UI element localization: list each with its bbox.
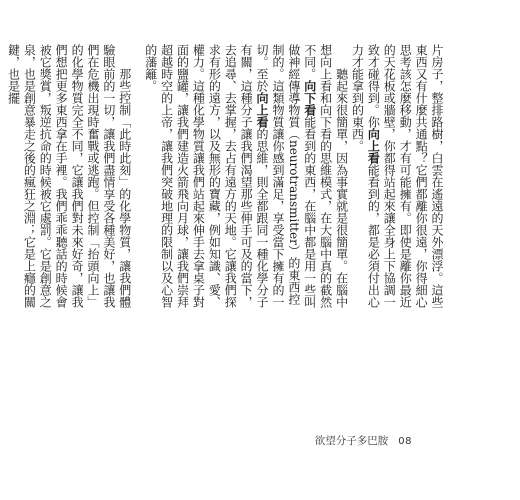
emphasis: 向下看 — [302, 80, 317, 116]
paragraph: 片房子，整排路樹，白雲在遙遠的天外漂浮。這些東西又有什麼共通點？它們都離你很遠，你得細心思考該怎麼移動，才有可能擁有。即使是離你最近的天花板或牆壁，你都得站起來讓全身上下協調一致才碰得到。你向上看能看到的，都是必須付出心力才能拿到的東西。 — [350, 44, 444, 308]
page-footer — [315, 433, 412, 448]
paragraph: 聽起來很簡單，因為事實就是很簡單。在腦中想向上看和向下看的思維模式，在大腦中真的截然不同。向下看能看到的東西，在腦中都是用一些叫做神經傳導物質（neurotransmitter）的東西控制的。這類物質讓你感到滿足，享受當下擁有的一切。至於向上看的思維，則全都跟同一種化學分子有關，這種分子讓我們渴望那些伸手可及的當下，去追尋、去掌握，去占有遠方的天地。它讓我們探求有形的遠方，以及無形的寶藏，例如知識、愛、權力。這種化學物質讓我們站起來伸手去拿桌子對面的鹽罐，讓我們建造火箭飛向月球，讓我們崇拜超越時空的上帝，讓我們突破地理的限制以及心智的藩籬。 — [143, 44, 349, 308]
body-text — [6, 44, 444, 312]
page-number: 08 — [398, 436, 412, 447]
paragraph: 那些控制「此時此刻」的化學物質，讓我們體驗眼前的一切，讓我們盡情享受各種美好，也讓我們在危機出現時奮戰或逃跑。但控制「抬頭向上」的化學物質完全不同，它讓我們對未來好奇，讓我們想把更多東西拿在手裡。我們乖乖聽話的時候會被它獎賞，叛逆抗命的時候被它處罰。它是創意之泉，也是創意暴走之後的瘋狂之淵；它是上癮的關鍵，也是擺 — [6, 44, 132, 308]
running-title: 欲望分子多巴胺 — [314, 435, 389, 447]
emphasis: 向上看 — [366, 128, 381, 164]
emphasis: 向上看 — [255, 92, 270, 128]
